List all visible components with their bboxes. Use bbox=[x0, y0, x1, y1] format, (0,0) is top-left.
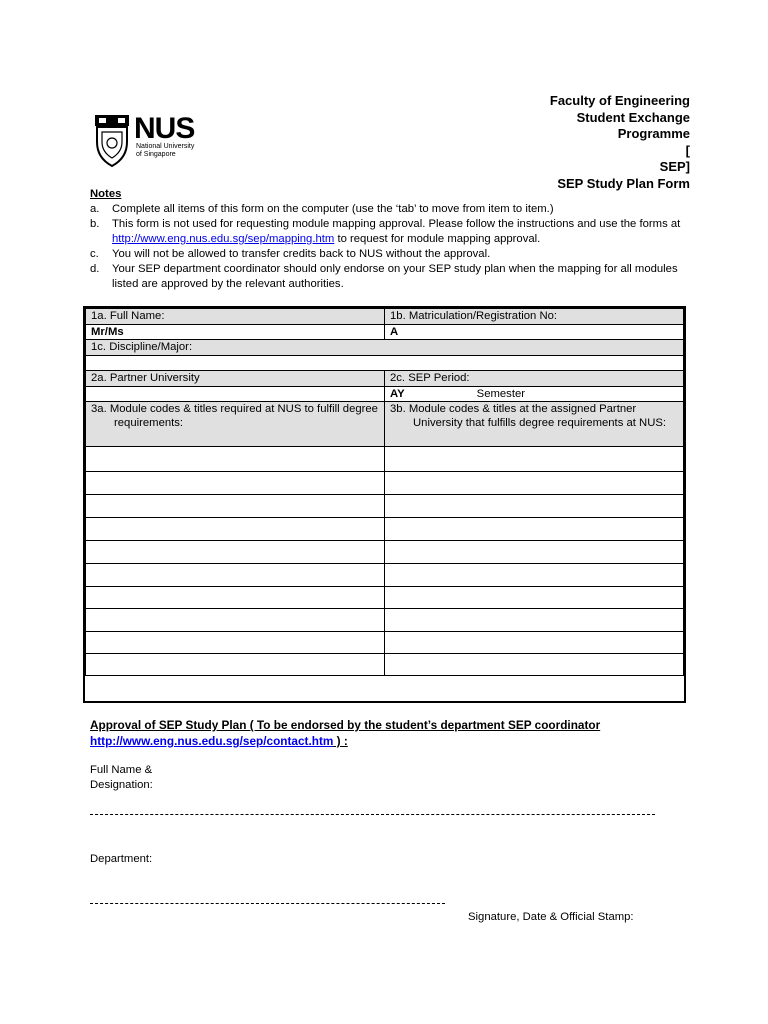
fullname-signature-line[interactable] bbox=[90, 814, 655, 815]
nus-module-cell[interactable] bbox=[86, 564, 385, 587]
notes-title: Notes bbox=[90, 188, 122, 200]
nus-module-cell[interactable] bbox=[86, 472, 385, 495]
partner-module-cell[interactable] bbox=[385, 495, 684, 518]
full-name-field[interactable]: Mr/Ms bbox=[86, 325, 385, 340]
contact-link[interactable]: http://www.eng.nus.edu.sg/sep/contact.htm bbox=[90, 734, 334, 748]
partner-module-cell[interactable] bbox=[385, 587, 684, 609]
nus-module-cell[interactable] bbox=[86, 587, 385, 609]
note-d: d. Your SEP department coordinator should only endorse on your SEP study plan when the mapping for all modules listed are approved by the relevant authorities. bbox=[90, 263, 678, 290]
partner-module-cell[interactable] bbox=[385, 447, 684, 472]
partner-modules-label: 3b. Module codes & titles at the assigned Partner University that fulfills degree requirements at NUS: bbox=[385, 402, 684, 447]
nus-module-cell[interactable] bbox=[86, 541, 385, 564]
nus-module-cell[interactable] bbox=[86, 632, 385, 654]
sep-period-field[interactable]: AY Semester bbox=[385, 387, 684, 402]
nus-modules-label: 3a. Module codes & titles required at NUS to fulfill degree requirements: bbox=[86, 402, 385, 447]
nus-module-cell[interactable] bbox=[86, 518, 385, 541]
note-a: a. Complete all items of this form on the computer (use the ‘tab’ to move from item to item.) bbox=[90, 203, 554, 215]
matric-label: 1b. Matriculation/Registration No: bbox=[385, 309, 684, 325]
notes-section bbox=[90, 187, 690, 292]
signature-label: Signature, Date & Official Stamp: bbox=[468, 911, 634, 923]
nus-crest-icon bbox=[94, 114, 130, 168]
nus-module-cell[interactable] bbox=[86, 495, 385, 518]
header-line-sep1: Student Exchange bbox=[576, 109, 690, 125]
partner-module-cell[interactable] bbox=[385, 654, 684, 676]
discipline-field[interactable] bbox=[86, 356, 684, 371]
partner-module-cell[interactable] bbox=[385, 472, 684, 495]
mapping-link[interactable]: http://www.eng.nus.edu.sg/sep/mapping.htm bbox=[112, 233, 335, 245]
header-line-sep2: Programme bbox=[617, 126, 690, 141]
partner-module-cell[interactable] bbox=[385, 609, 684, 632]
approval-heading: Approval of SEP Study Plan ( To be endorsed by the student’s department SEP coordinator http://www.eng.nus.edu.sg/sep/contact.htm ) : bbox=[90, 718, 601, 748]
header-line-faculty: Faculty of Engineering bbox=[549, 93, 690, 108]
form-header bbox=[550, 93, 690, 192]
note-b: b. This form is not used for requesting module mapping approval. Please follow the instructions and use the forms at http://www.eng.nus.edu.sg/sep/mapping.htm to request for module mapping approval. bbox=[90, 218, 681, 245]
full-name-label: 1a. Full Name: bbox=[86, 309, 385, 325]
fullname-designation-label: Full Name & Designation: bbox=[90, 764, 153, 791]
nus-wordmark: NUS bbox=[134, 112, 195, 145]
partner-university-field[interactable] bbox=[86, 387, 385, 402]
form-title: SEP Study Plan Form bbox=[557, 175, 690, 191]
header-line-sep: SEP] bbox=[659, 159, 690, 174]
nus-logo bbox=[94, 114, 214, 170]
nus-module-cell[interactable] bbox=[86, 447, 385, 472]
partner-university-label: 2a. Partner University bbox=[86, 371, 385, 387]
partner-module-cell[interactable] bbox=[385, 541, 684, 564]
department-label: Department: bbox=[90, 853, 153, 865]
sep-period-label: 2c. SEP Period: bbox=[385, 371, 684, 387]
university-name: National University of Singapore bbox=[136, 143, 195, 158]
partner-module-cell[interactable] bbox=[385, 564, 684, 587]
nus-module-cell[interactable] bbox=[86, 609, 385, 632]
partner-module-cell[interactable] bbox=[385, 632, 684, 654]
nus-module-cell[interactable] bbox=[86, 654, 385, 676]
discipline-label: 1c. Discipline/Major: bbox=[86, 340, 684, 356]
note-c: c. You will not be allowed to transfer credits back to NUS without the approval. bbox=[90, 248, 491, 260]
matric-field[interactable]: A bbox=[385, 325, 684, 340]
study-plan-table bbox=[83, 306, 686, 703]
department-signature-line[interactable] bbox=[90, 903, 445, 904]
approval-title: Approval of SEP Study Plan ( To be endorsed by the student’s department SEP coordinator bbox=[90, 718, 601, 732]
header-line-bracket: [ bbox=[685, 142, 690, 158]
partner-module-cell[interactable] bbox=[385, 518, 684, 541]
